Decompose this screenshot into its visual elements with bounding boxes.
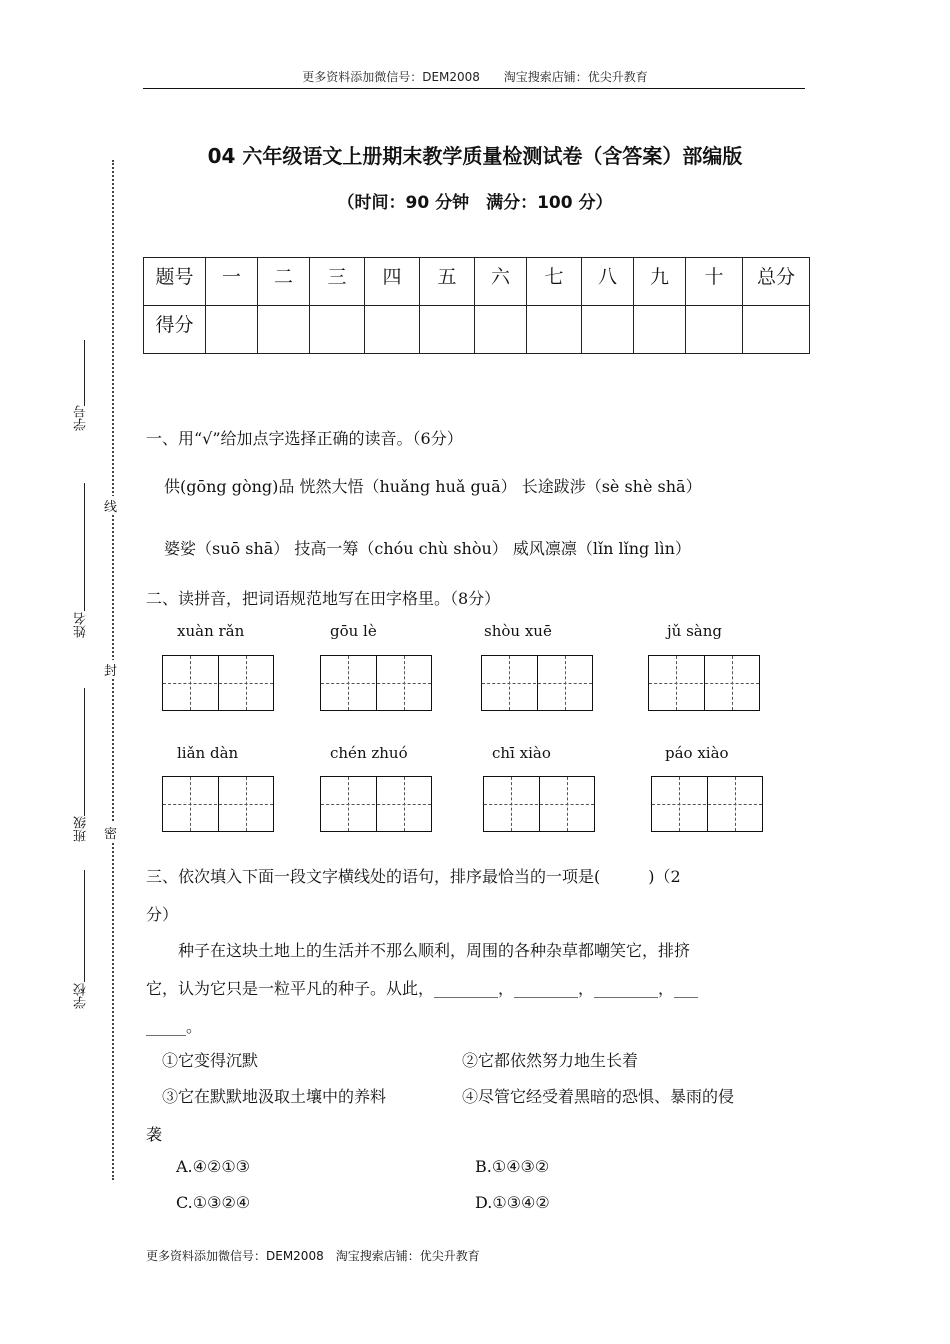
pinyin-label: jǔ sàng <box>667 622 722 640</box>
table-cell: 总分 <box>743 258 810 306</box>
tianzige-box[interactable] <box>481 655 593 711</box>
score-cell[interactable] <box>475 306 527 354</box>
score-cell[interactable] <box>206 306 258 354</box>
q3-option-4-cont: 袭 <box>146 1125 163 1144</box>
seal-char-xian: 线 <box>104 496 117 515</box>
score-cell[interactable] <box>365 306 420 354</box>
tianzige-box[interactable] <box>320 655 432 711</box>
score-cell[interactable] <box>686 306 743 354</box>
q3-choice-d[interactable]: D.①③④② <box>475 1193 550 1212</box>
tianzige-box[interactable] <box>162 776 274 832</box>
student-id-blank[interactable] <box>84 340 85 406</box>
table-cell: 五 <box>420 258 475 306</box>
q3-option-2: ②它都依然努力地生长着 <box>462 1051 639 1070</box>
table-cell: 九 <box>634 258 686 306</box>
score-cell[interactable] <box>634 306 686 354</box>
page-title: 04 六年级语文上册期末教学质量检测试卷（含答案）部编版 <box>207 144 743 168</box>
score-cell[interactable] <box>310 306 365 354</box>
q3-option-3: ③它在默默地汲取土壤中的养料 <box>162 1087 387 1106</box>
pinyin-label: liǎn dàn <box>177 744 239 762</box>
score-cell[interactable] <box>420 306 475 354</box>
table-cell: 八 <box>582 258 634 306</box>
pinyin-label: chén zhuó <box>330 744 408 762</box>
page-footer: 更多资料添加微信号：DEM2008 淘宝搜索店铺：优尖升教育 <box>146 1249 480 1263</box>
score-cell[interactable] <box>582 306 634 354</box>
tianzige-box[interactable] <box>320 776 432 832</box>
q3-choice-c[interactable]: C.①③②④ <box>176 1193 251 1212</box>
school-label: 学校 <box>74 983 89 1009</box>
class-label: 班级 <box>74 816 89 842</box>
q3-paragraph-line1: 种子在这块土地上的生活并不那么顺利，周围的各种杂草都嘲笑它，排挤 <box>178 941 691 960</box>
name-blank[interactable] <box>84 483 85 611</box>
header-rule <box>143 88 805 89</box>
school-blank[interactable] <box>84 870 85 982</box>
header-wechat: 更多资料添加微信号：DEM2008 <box>302 70 480 84</box>
table-cell: 三 <box>310 258 365 306</box>
pinyin-label: chī xiào <box>492 744 551 762</box>
table-cell: 得分 <box>144 306 206 354</box>
tianzige-box[interactable] <box>483 776 595 832</box>
q3-choice-b[interactable]: B.①④③② <box>475 1157 550 1176</box>
q3-heading: 三、依次填入下面一段文字横线处的语句，排序最恰当的一项是( )（2 <box>146 867 681 886</box>
table-cell: 二 <box>258 258 310 306</box>
pinyin-label: páo xiào <box>665 744 729 762</box>
score-cell[interactable] <box>258 306 310 354</box>
score-table-header-row <box>144 258 810 306</box>
score-cell[interactable] <box>743 306 810 354</box>
q1-line2: 婆娑（suō shā） 技高一筹（chóu chù shòu） 威风凛凛（lǐn lǐng lìn） <box>164 539 691 558</box>
q3-option-1: ①它变得沉默 <box>162 1051 259 1070</box>
tianzige-box[interactable] <box>651 776 763 832</box>
q3-paragraph-line2: 它，认为它只是一粒平凡的种子。从此，________，________，________，___ <box>146 979 699 998</box>
score-table-score-row <box>144 306 810 354</box>
q3-choice-a[interactable]: A.④②①③ <box>176 1157 251 1176</box>
score-cell[interactable] <box>527 306 582 354</box>
name-label: 姓名 <box>74 612 89 638</box>
pinyin-label: shòu xuē <box>484 622 552 640</box>
table-cell: 十 <box>686 258 743 306</box>
page-header <box>0 68 950 85</box>
pinyin-label: gōu lè <box>330 622 377 640</box>
q2-heading: 二、读拼音，把词语规范地写在田字格里。（8分） <box>146 589 501 608</box>
q1-heading: 一、用“√”给加点字选择正确的读音。（6分） <box>146 429 463 448</box>
table-cell: 题号 <box>144 258 206 306</box>
tianzige-box[interactable] <box>162 655 274 711</box>
pinyin-label: xuàn rǎn <box>177 622 245 640</box>
header-shop: 淘宝搜索店铺：优尖升教育 <box>503 70 648 84</box>
class-blank[interactable] <box>84 688 85 816</box>
student-id-label: 学号 <box>74 405 89 431</box>
table-cell: 七 <box>527 258 582 306</box>
table-cell: 四 <box>365 258 420 306</box>
seal-char-feng: 封 <box>104 660 117 679</box>
seal-char-mi: 密 <box>104 823 117 842</box>
table-cell: 六 <box>475 258 527 306</box>
q1-line1: 供(gōng gòng)品 恍然大悟（huǎng huǎ guā） 长途跋涉（sè shè shā） <box>164 477 702 496</box>
tianzige-box[interactable] <box>648 655 760 711</box>
q3-option-4: ④尽管它经受着黑暗的恐惧、暴雨的侵 <box>462 1087 735 1106</box>
q3-heading-cont: 分） <box>146 905 179 924</box>
table-cell: 一 <box>206 258 258 306</box>
page-subtitle: （时间：90 分钟 满分：100 分） <box>337 193 613 213</box>
q3-paragraph-line3: _____。 <box>146 1017 203 1036</box>
score-table <box>143 257 810 354</box>
